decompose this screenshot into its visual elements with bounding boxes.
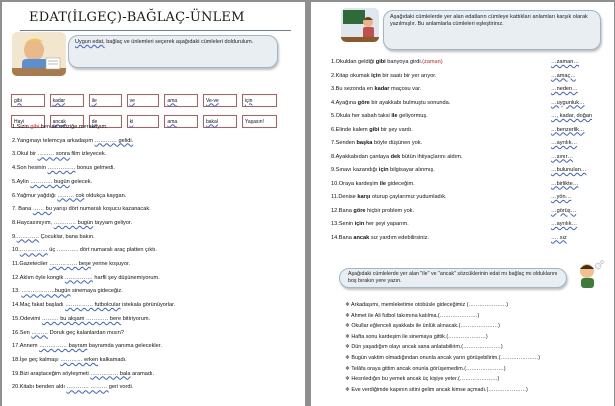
bullet-icon: ❖ bbox=[345, 386, 352, 393]
left-worksheet-page bbox=[2, 2, 305, 406]
sentence-line bbox=[12, 206, 151, 212]
sentence-text: 5.Aylin bbox=[12, 178, 31, 185]
blank-answer: …………… futbolcular bbox=[65, 302, 121, 309]
word-bank-cell: kadar bbox=[50, 94, 84, 107]
bullet-icon: ❖ bbox=[345, 376, 352, 383]
bullet-item bbox=[345, 387, 528, 393]
blank-answer: …… bu bbox=[32, 206, 52, 213]
sentence-text: 11.Denise bbox=[331, 194, 358, 200]
blank-answer: …………… bala bbox=[90, 370, 131, 377]
sentence-text: 11.Gazeteciler bbox=[12, 261, 50, 267]
instruction-text: bağlaç ve ünlemleri seçerek aşağıdaki cümleleri doldurulum. bbox=[104, 39, 254, 45]
sentence-text: geliyormuş. bbox=[397, 113, 428, 119]
sentence-text: 20.Kitabı benden aldı bbox=[12, 384, 67, 391]
edat-word: göre bbox=[353, 207, 366, 214]
edat-word: için bbox=[378, 167, 389, 173]
instruction-lead: Uygun edat, bbox=[75, 39, 105, 45]
sentence-line bbox=[12, 193, 126, 199]
blank-answer: ……… bu akşam ………… bere bbox=[41, 315, 122, 322]
sentence-text: 10.Oraya kardeşim bbox=[331, 180, 380, 187]
sentence-line bbox=[12, 138, 133, 144]
word-bank-cell: için bbox=[242, 94, 277, 107]
blank-answer: gibi bbox=[30, 124, 40, 130]
sentence-text: 9. bbox=[12, 233, 17, 240]
sentence-text: sinemaya gideceğiz. bbox=[70, 288, 123, 295]
meaning-answer: …benzerlik… bbox=[551, 126, 585, 133]
sentence-line bbox=[12, 302, 175, 308]
sentence-text: 16.Sen bbox=[12, 329, 32, 336]
sentence-text: her şeyi yaparım. bbox=[364, 221, 409, 227]
meaning-answer: …bulunulan… bbox=[551, 167, 587, 173]
bullet-icon: ❖ bbox=[345, 333, 352, 340]
sentence-text: 7.Senden bbox=[331, 140, 357, 146]
blank-answer: ……… cok bbox=[57, 192, 85, 199]
bullet-text: Ahmet ile Ali futbol takımına katılma.(…………………) bbox=[351, 312, 480, 319]
worksheet-title: EDAT(İLGEÇ)-BAĞLAÇ-ÜNLEM bbox=[29, 10, 245, 25]
sentence-text: 3.Bu sezonda en bbox=[331, 86, 375, 92]
edat-word: dek bbox=[390, 153, 401, 160]
bullet-text: Eve verdiğimde kapının sitini gelim ancak kimse açmadı.(…………………) bbox=[351, 386, 528, 393]
sentence-text: 2.Kitap okumak bbox=[331, 72, 372, 79]
blank-answer: ………… erken bbox=[60, 356, 99, 363]
word-bank-cell: Ve-ve bbox=[203, 94, 237, 107]
meaning-answer: …görüş… bbox=[551, 207, 577, 214]
sentence-text: 12.Bana bbox=[331, 207, 354, 214]
word-bank-cell: de bbox=[89, 115, 122, 128]
bullet-text: Okullar eğlenceli ayakkabı ile ünlük alınacak.(…………………) bbox=[351, 323, 500, 330]
bullet-text: Hesrıledığın bu yemek ancak üç kişiye yeter.(…………………) bbox=[351, 376, 500, 383]
sentence-text: 17.Annem bbox=[12, 343, 40, 350]
bullet-item bbox=[345, 376, 499, 382]
sentence-text: oturup çaylarımız yudumladık. bbox=[370, 194, 447, 200]
blank-answer: ………… ……… bbox=[66, 384, 109, 391]
sentence-text: bir şey vardı. bbox=[379, 126, 413, 133]
meaning-answer: …, kadar, doğan bbox=[551, 113, 593, 119]
sentence-text: 7. Bana bbox=[12, 206, 33, 213]
sentence-text: geri vordi. bbox=[108, 384, 134, 391]
sentence-text: 6.Yağmur yağdığı bbox=[12, 192, 58, 199]
sentence-text: maçosu var. bbox=[389, 86, 422, 92]
word-bank-cell: ve bbox=[127, 94, 160, 107]
sentence-text: gideceğim. bbox=[386, 180, 415, 187]
sentence-text: 9.Sınavı kazandığı bbox=[331, 167, 379, 173]
sentence-text: 15.Odevimi bbox=[12, 315, 42, 322]
edat-word: için bbox=[354, 221, 365, 227]
edat-word: ancak bbox=[353, 234, 370, 241]
sentence-line bbox=[12, 343, 162, 349]
bullet-text: Dün yaşadığım olayı ancak sana anlatabilirim.(…………………) bbox=[351, 344, 503, 351]
bullet-icon: ❖ bbox=[345, 312, 352, 319]
edat-word: gibi bbox=[369, 126, 380, 133]
sentence-text: istekala görünüyorlar. bbox=[120, 302, 176, 309]
blank-answer: …………… bayram bbox=[39, 343, 88, 350]
meaning-answer: …birlikte… bbox=[551, 180, 579, 187]
sentence-line bbox=[12, 247, 157, 253]
bullet-item bbox=[345, 355, 540, 361]
sentence-text: 18.İşe geç kalmaşı bbox=[12, 356, 61, 363]
sentence-text: böyle düşünen yok. bbox=[372, 140, 423, 146]
sentence-text: 8.Ayakkabıdan çantaya bbox=[331, 153, 391, 160]
blank-answer: ………… bugün bbox=[53, 219, 94, 226]
sentence-text: banyoya girdi. bbox=[385, 59, 423, 65]
edat-word: gibi bbox=[375, 59, 386, 65]
meaning-answer: …. sız bbox=[551, 234, 567, 241]
sentence-line bbox=[12, 371, 154, 377]
meaning-answer: …zaman… bbox=[551, 59, 579, 65]
sentence-text: 13.Senin bbox=[331, 221, 355, 227]
sentence-text: aramadı. bbox=[130, 370, 155, 377]
sentence-text: harfli şey düşünemiyorum. bbox=[92, 274, 160, 281]
sentence-text: 4.Ayağına bbox=[331, 99, 358, 106]
blank-answer: …………… bbox=[64, 274, 93, 281]
bullet-icon: ❖ bbox=[345, 365, 352, 372]
bullet-icon: ❖ bbox=[345, 323, 352, 330]
word-bank-cell: gibi bbox=[11, 94, 45, 107]
word-bank-cell: ancak bbox=[50, 115, 84, 128]
blank-answer: ………… gelidi. bbox=[94, 137, 134, 144]
bullet-text: Hafta sonu kardeşim ile sinemaya gittik.(…………………) bbox=[351, 333, 488, 340]
edat-word: başka bbox=[356, 140, 373, 146]
sentence-line bbox=[12, 316, 150, 322]
sentence-line bbox=[12, 124, 108, 130]
word-bank-cell: ile bbox=[89, 94, 122, 107]
word-bank-cell: ki bbox=[127, 115, 160, 128]
bullet-item bbox=[345, 366, 506, 372]
sentence-text: 3.Okul bir bbox=[12, 151, 38, 158]
bullet-text: Arkadaşımı, memleketime otobüsle gideceğimiz (…………………) bbox=[351, 302, 509, 308]
blank-answer: ……… bbox=[31, 329, 49, 336]
bullet-item bbox=[345, 323, 500, 329]
sentence-text: 8.Haycasınıyım, bbox=[12, 219, 54, 226]
edat-word: ile bbox=[391, 113, 398, 119]
sentence-text: bonus gelmedi. bbox=[75, 165, 115, 172]
sentence-text: bir saatı bir yer arıyor. bbox=[380, 72, 437, 79]
note-box-text: Aşağıdaki cümlelerde yer alan "ile" ve "ancak" sözcüklerinin edat mı bağlaç mı olduklarını boş bırakın yere yazın. bbox=[348, 271, 558, 284]
bullet-item bbox=[345, 334, 488, 340]
sentence-text: sız yardım edebilirsiniz. bbox=[369, 234, 429, 241]
meaning-answer: …sınır… bbox=[551, 153, 574, 160]
sentence-text: 2.Yangınayı telemcya arkadaşım bbox=[12, 137, 95, 144]
sentence-text: yerine koşuyor. bbox=[90, 261, 131, 267]
edat-word: için bbox=[371, 72, 381, 79]
bullet-item bbox=[345, 344, 503, 350]
edat-word: göre bbox=[357, 99, 370, 106]
word-bank-cell: bakal bbox=[203, 115, 237, 128]
meaning-answer: …uygunluk… bbox=[551, 99, 585, 106]
sentence-text: bir ayakkabı bulmuştu sonunda. bbox=[369, 99, 451, 106]
sentence-text: 5.Okula her sabah taksi bbox=[331, 113, 392, 119]
sentence-text: 12.Aklım öyle kongik bbox=[12, 274, 65, 281]
sentence-text: hiçbir problem yok. bbox=[365, 207, 415, 214]
meaning-answer: …amaç… bbox=[551, 72, 576, 79]
sentence-text: bitiriyorum. bbox=[121, 315, 151, 322]
sentence-text: yarışı dört numaralı koşucu kazanacak. bbox=[51, 206, 151, 213]
sentence-text: bayramda yanıma gelecekler. bbox=[87, 343, 162, 350]
sentence-text: ben de müziğe meraklıyım. bbox=[39, 124, 108, 130]
right-instruction-text: Aşağıdaki cümlelerde yer alan edatların cümleye kattıkları anlamları karşık olarak yazılmışlır. Bu anlamlarla cümleleri eşleştirinız. bbox=[390, 14, 588, 28]
sentence-line bbox=[12, 165, 115, 171]
word-bank-cell: Yaşasın! bbox=[242, 115, 277, 128]
word-bank-cell: ama bbox=[164, 115, 198, 128]
sentence-text: 6.Elinde kalem bbox=[331, 126, 370, 133]
meaning-answer: …neden… bbox=[551, 86, 578, 92]
meaning-answer: …yön… bbox=[551, 194, 572, 200]
meaning-note: (zaman) bbox=[422, 59, 443, 65]
sentence-line bbox=[12, 234, 95, 240]
blank-answer: ………… bugün bbox=[30, 178, 70, 185]
word-bank-cell: Hayi bbox=[11, 115, 45, 128]
word-bank-cell: ama bbox=[164, 94, 198, 107]
blank-answer: ……… sonra bbox=[37, 151, 70, 158]
sentence-line bbox=[12, 384, 133, 390]
sentence-text: 1.Sizin bbox=[12, 124, 31, 130]
blank-answer: …………… beşe bbox=[49, 261, 91, 267]
sentence-line bbox=[12, 151, 106, 157]
sentence-text: 4.Son hesinin bbox=[12, 165, 48, 172]
bullet-item bbox=[345, 313, 479, 319]
blank-answer: …………… bbox=[47, 165, 76, 172]
edat-word: ile bbox=[379, 180, 387, 187]
bullet-item bbox=[345, 302, 508, 308]
sentence-text: Çocuklar, bana bakın. bbox=[39, 233, 95, 240]
sentence-text: gelecek. bbox=[69, 178, 93, 185]
sentence-line bbox=[12, 261, 130, 267]
sentence-text: film izleyecek. bbox=[69, 151, 107, 158]
blank-answer: ………… bbox=[16, 233, 40, 240]
edat-word: karşı bbox=[357, 194, 371, 200]
bullet-list bbox=[311, 2, 614, 406]
sentence-text: 10. bbox=[12, 247, 20, 254]
sentence-line bbox=[12, 330, 124, 336]
meaning-answer: …ayrılık… bbox=[551, 140, 578, 146]
sentence-text: bilgisayar alınmış. bbox=[388, 167, 435, 173]
sentence-text: kalkamadı. bbox=[98, 356, 127, 363]
sentence-line bbox=[12, 275, 160, 281]
right-worksheet-page bbox=[311, 2, 614, 406]
bullet-icon: ❖ bbox=[345, 302, 352, 308]
bullet-text: Telâfa oraya gittim ancak onunla görüşemedim.(…………………) bbox=[351, 365, 506, 372]
sentence-text: 14.Bana bbox=[331, 234, 354, 241]
bullet-icon: ❖ bbox=[345, 355, 352, 361]
sentence-text: bütün ihtiyaçlarını aldım. bbox=[400, 153, 463, 160]
sentence-text: 13. bbox=[12, 288, 22, 295]
bullet-text: Bugün vaktim olmadığından onunla ancak yarın görüşebilirim.(…………………) bbox=[351, 355, 541, 361]
sentence-line bbox=[12, 357, 127, 363]
sentence-text: 14.Maç fakat başladı bbox=[12, 302, 66, 309]
bullet-icon: ❖ bbox=[345, 344, 352, 351]
sentence-text: tayyam geliyor. bbox=[93, 219, 133, 226]
sentence-text: 1.Okuldan geldiği bbox=[331, 59, 376, 65]
left-sentence-list bbox=[10, 2, 302, 406]
sentence-text: 19.Bizi araştaceğim söyleşmeti bbox=[12, 370, 91, 377]
sentence-text: oldukça kaygan. bbox=[84, 192, 127, 199]
sentence-line bbox=[12, 179, 92, 185]
blank-answer: …………… bbox=[19, 247, 48, 254]
blank-answer: ………………bugün bbox=[21, 288, 71, 295]
meaning-answer: …ayrılık… bbox=[551, 221, 578, 227]
sentence-text: üç .……….. dört numaralı araç platten çıktı. bbox=[47, 247, 157, 254]
sentence-text: Doruk geç kalanlardan mısın? bbox=[48, 329, 124, 336]
edat-word: kadar bbox=[374, 86, 390, 92]
sentence-line bbox=[12, 220, 132, 226]
sentence-line bbox=[12, 288, 123, 294]
